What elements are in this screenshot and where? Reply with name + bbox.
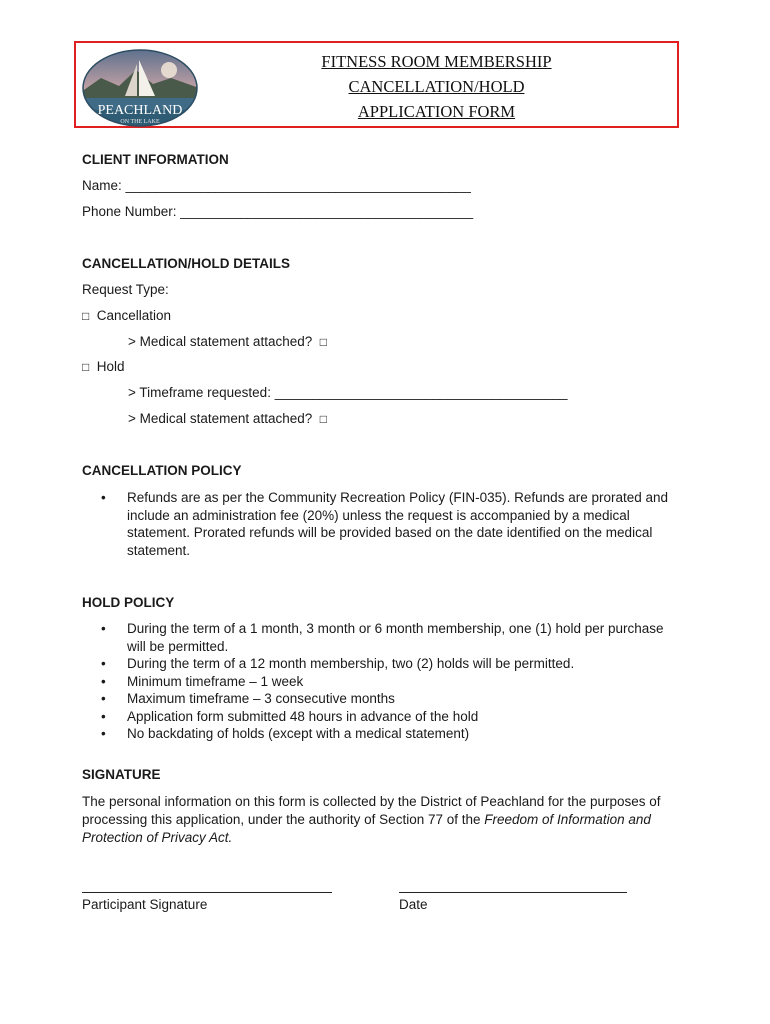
timeframe-field[interactable]: > Timeframe requested: _______________________________________ [128, 385, 568, 400]
list-item: • Maximum timeframe – 3 consecutive months [82, 690, 682, 708]
date-line[interactable] [399, 892, 627, 893]
participant-signature-line[interactable] [82, 892, 332, 893]
hold-medical-checkbox[interactable]: □ [319, 412, 327, 426]
title-line-3: APPLICATION FORM [357, 102, 516, 121]
cancellation-policy-list [82, 489, 682, 559]
title-line-1: FITNESS ROOM MEMBERSHIP [321, 52, 552, 71]
form-header [74, 41, 679, 128]
hold-policy-heading: HOLD POLICY [82, 595, 175, 610]
title-line-2: CANCELLATION/HOLD [348, 77, 525, 96]
hold-label: Hold [96, 359, 125, 374]
cancellation-checkbox[interactable]: □ [82, 309, 90, 323]
client-info-heading: CLIENT INFORMATION [82, 152, 229, 167]
signature-heading: SIGNATURE [82, 767, 161, 782]
cancellation-medical-checkbox[interactable]: □ [319, 335, 327, 349]
medical-question-label-2: > Medical statement attached? [128, 411, 313, 426]
peachland-logo [81, 48, 199, 128]
list-item: • Minimum timeframe – 1 week [82, 673, 682, 691]
hold-policy-list [82, 620, 682, 743]
list-item: • Application form submitted 48 hours in advance of the hold [82, 708, 682, 726]
medical-question-label: > Medical statement attached? [128, 334, 313, 349]
request-type-label: Request Type: [82, 282, 169, 297]
list-item: • No backdating of holds (except with a medical statement) [82, 725, 682, 743]
details-heading: CANCELLATION/HOLD DETAILS [82, 256, 290, 271]
privacy-act-name: Freedom of Information and Protection of Privacy Act. [82, 812, 651, 845]
cancellation-policy-heading: CANCELLATION POLICY [82, 463, 242, 478]
form-title [216, 49, 657, 124]
cancellation-label: Cancellation [96, 308, 172, 323]
list-item: • Refunds are as per the Community Recreation Policy (FIN-035). Refunds are prorated and include an administration fee (20%) unless the request is accompanied by a medical statement. Prorated refunds will be provided based on the date identified on the medical statement. [82, 489, 682, 559]
hold-checkbox[interactable]: □ [82, 360, 90, 374]
list-item: • During the term of a 12 month membership, two (2) holds will be permitted. [82, 655, 682, 673]
participant-signature-label: Participant Signature [82, 897, 208, 912]
privacy-statement [82, 793, 682, 847]
privacy-text: The personal information on this form is collected by the District of Peachland for the purposes of processing this application, under the authority of Section 77 of the [82, 794, 661, 827]
hold-medical-question [128, 411, 327, 426]
date-label: Date [399, 897, 428, 912]
name-field[interactable]: Name: ______________________________________________ [82, 178, 471, 193]
list-item: • During the term of a 1 month, 3 month or 6 month membership, one (1) hold per purchase will be permitted. [82, 620, 682, 655]
hold-option[interactable] [82, 359, 125, 374]
phone-field[interactable]: Phone Number: _______________________________________ [82, 204, 474, 219]
logo-text: PEACHLAND [97, 103, 183, 118]
cancellation-option[interactable] [82, 308, 171, 323]
cancellation-medical-question [128, 334, 327, 349]
logo-subtext: ON THE LAKE [120, 119, 160, 125]
